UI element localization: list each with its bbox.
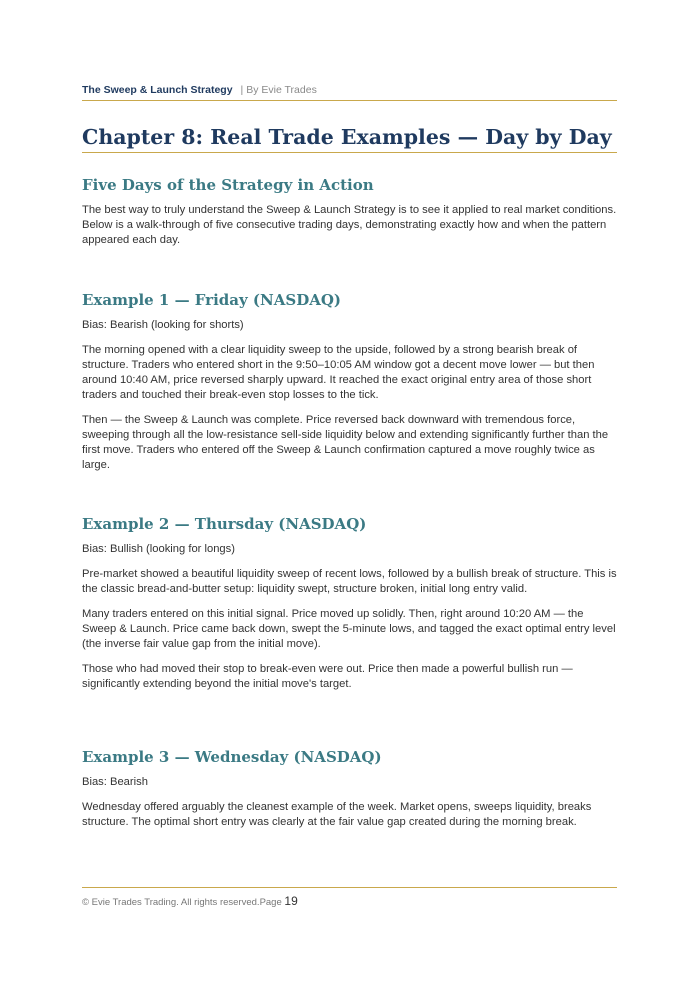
header-author: By Evie Trades: [246, 84, 317, 96]
footer-page-number: 19: [284, 894, 298, 908]
example-2-bias: Bias: Bullish (looking for longs): [82, 543, 235, 555]
header-book-title: The Sweep & Launch Strategy: [82, 84, 233, 96]
example-2-paragraph-1: Pre-market showed a beautiful liquidity sweep of recent lows, followed by a bullish break of structure. This is the classic bread-and-butter setup: liquidity swept, structure broken, initial long entry valid.: [82, 568, 617, 595]
running-header: [82, 84, 617, 101]
example-2-heading: Example 2 — Thursday (NASDAQ): [82, 515, 367, 533]
example-1-bias: Bias: Bearish (looking for shorts): [82, 319, 244, 331]
intro-section: [82, 176, 617, 258]
page-footer: [82, 887, 617, 910]
example-2-paragraph-3: Those who had moved their stop to break-even were out. Price then made a powerful bullish run — significantly extending beyond the initial move's target.: [82, 663, 573, 690]
example-3-heading: Example 3 — Wednesday (NASDAQ): [82, 748, 382, 766]
example-3-paragraph-1: Wednesday offered arguably the cleanest example of the week. Market opens, sweeps liquidity, breaks structure. The optimal short entry was clearly at the fair value gap created during the morning break.: [82, 801, 592, 828]
intro-paragraph: The best way to truly understand the Sweep & Launch Strategy is to see it applied to real market conditions. Below is a walk-through of five consecutive trading days, demonstrating exactly how and when the pattern appeared each day.: [82, 204, 617, 246]
chapter-title: Chapter 8: Real Trade Examples — Day by Day: [82, 124, 617, 153]
example-3-section: [82, 748, 617, 840]
example-2-section: [82, 515, 617, 702]
example-1-paragraph-1: The morning opened with a clear liquidity sweep to the upside, followed by a strong bearish break of structure. Traders who entered short in the 9:50–10:05 AM window got a decent move lower — but then around 10:40 AM, price reversed sharply upward. It reached the exact original entry area of those short traders and touched their break-even stop losses to the tick.: [82, 344, 595, 401]
example-1-paragraph-2: Then — the Sweep & Launch was complete. Price reversed back downward with tremendous force, sweeping through all the low-resistance sell-side liquidity below and extending significantly further than the first move. Traders who entered off the Sweep & Launch confirmation captured a move roughly twice as large.: [82, 414, 609, 471]
example-1-heading: Example 1 — Friday (NASDAQ): [82, 291, 342, 309]
header-separator: |: [240, 84, 244, 96]
example-2-paragraph-2: Many traders entered on this initial signal. Price moved up solidly. Then, right around 10:20 AM — the Sweep & Launch. Price came back down, swept the 5-minute lows, and tagged the exact optimal entry level (the inverse fair value gap from the initial move).: [82, 608, 616, 650]
footer-copyright: © Evie Trades Trading. All rights reserved.: [82, 897, 260, 908]
example-1-section: [82, 291, 617, 483]
example-3-bias: Bias: Bearish: [82, 776, 148, 788]
footer-page-label: Page: [259, 897, 282, 908]
intro-heading: Five Days of the Strategy in Action: [82, 176, 374, 194]
